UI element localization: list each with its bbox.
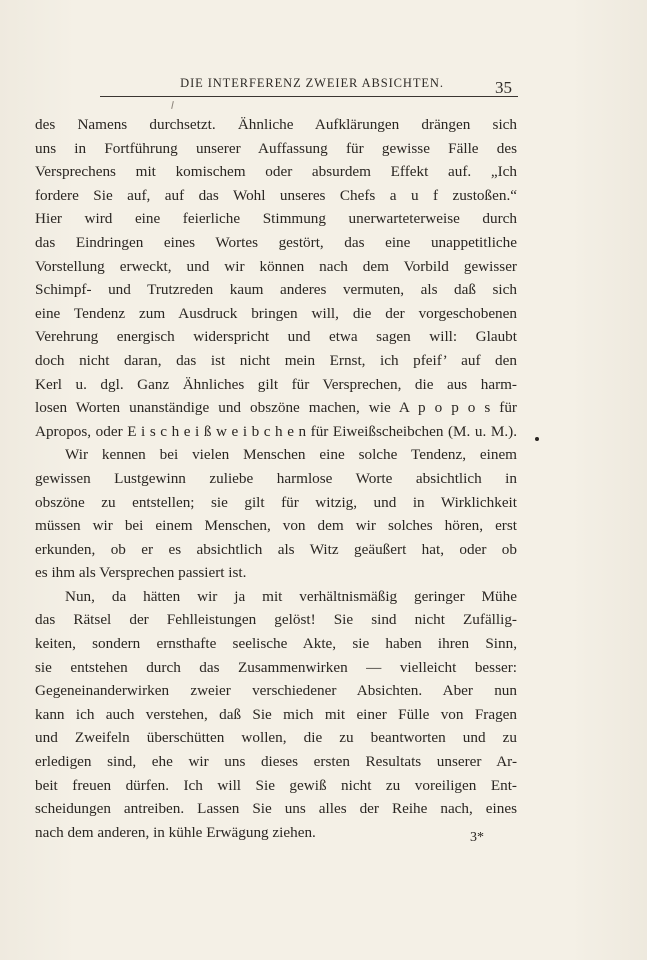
text-line: kann ich auch verstehen, daß Sie mich mit einer Fülle von Fragen xyxy=(35,705,517,723)
margin-mark xyxy=(535,437,539,441)
text-line: doch nicht daran, das ist nicht mein Ernst, ich pfeif’ auf den xyxy=(35,351,517,369)
print-speck xyxy=(171,101,174,109)
text-line: scheidungen antreiben. Lassen Sie uns alles der Reihe nach, eines xyxy=(35,800,517,818)
text-line: Verehrung energisch widerspricht und etwa sagen will: Glaubt xyxy=(35,328,517,346)
text-line: das Rätsel der Fehlleistungen gelöst! Sie sind nicht Zufällig- xyxy=(35,611,517,629)
text-line: Vorstellung erweckt, und wir können nach dem Vorbild gewisser xyxy=(35,257,517,275)
paragraph xyxy=(35,113,517,443)
text-line: eine Tendenz zum Ausdruck bringen will, die der vorgeschobenen xyxy=(35,304,517,322)
text-line: Wir kennen bei vielen Menschen eine solche Tendenz, einem xyxy=(65,446,517,464)
text-line: des Namens durchsetzt. Ähnliche Aufklärungen drängen sich xyxy=(35,116,517,133)
text-line: Apropos, oder E i s c h e i ß w e i b c h e n für Eiweißscheibchen (M. u. M.). xyxy=(35,422,517,440)
page-number: 35 xyxy=(495,78,512,97)
text-line: sie entstehen durch das Zusammenwirken — vielleicht besser: xyxy=(35,658,517,676)
paragraph xyxy=(35,443,517,585)
text-line: Kerl u. dgl. Ganz Ähnliches gilt für Versprechen, die aus harm- xyxy=(35,375,517,393)
text-line: gewissen Lustgewinn zuliebe harmlose Worte absichtlich in xyxy=(35,469,517,487)
text-line: keiten, sondern ernsthafte seelische Akte, sie haben ihren Sinn, xyxy=(35,635,517,653)
text-line: erledigen sind, ehe wir uns dieses ersten Resultats unserer Ar- xyxy=(35,753,517,771)
text-line: fordere Sie auf, auf das Wohl unseres Chefs a u f zustoßen.“ xyxy=(35,186,517,204)
running-head: DIE INTERFERENZ ZWEIER ABSICHTEN. xyxy=(180,76,444,90)
text-line: und Zweifeln überschütten wollen, die zu beantworten und zu xyxy=(35,729,517,747)
text-line: Nun, da hätten wir ja mit verhältnismäßig geringer Mühe xyxy=(65,587,517,605)
text-line: Schimpf- und Trutzreden kaum anderes vermuten, als daß sich xyxy=(35,281,517,299)
text-line: Versprechens mit komischem oder absurdem Effekt auf. „Ich xyxy=(35,163,517,181)
text-line: beit freuen dürfen. Ich will Sie gewiß nicht zu voreiligen Ent- xyxy=(35,776,517,794)
text-line: obszöne zu entstellen; sie gilt für witzig, und in Wirklichkeit xyxy=(35,493,517,511)
body-text xyxy=(35,113,517,844)
signature-mark: 3* xyxy=(470,830,484,845)
text-line: das Eindringen eines Wortes gestört, das eine unappetitliche xyxy=(35,233,517,251)
text-line: nach dem anderen, in kühle Erwägung ziehen. xyxy=(35,823,316,841)
header-rule xyxy=(100,96,518,97)
text-line: Gegeneinanderwirken zweier verschiedener Absichten. Aber nun xyxy=(35,682,517,700)
text-line: losen Worten unanständige und obszöne machen, wie A p o p o s für xyxy=(35,399,517,417)
text-line: erkunden, ob er es absichtlich als Witz geäußert hat, oder ob xyxy=(35,540,517,558)
text-line: uns in Fortführung unserer Auffassung für gewisse Fälle des xyxy=(35,139,517,157)
text-line: es ihm als Versprechen passiert ist. xyxy=(35,564,247,582)
text-line: müssen wir bei einem Menschen, von dem wir solches hören, erst xyxy=(35,517,517,535)
paragraph xyxy=(35,585,517,845)
text-line: Hier wird eine feierliche Stimmung unerwarteterweise durch xyxy=(35,210,517,228)
